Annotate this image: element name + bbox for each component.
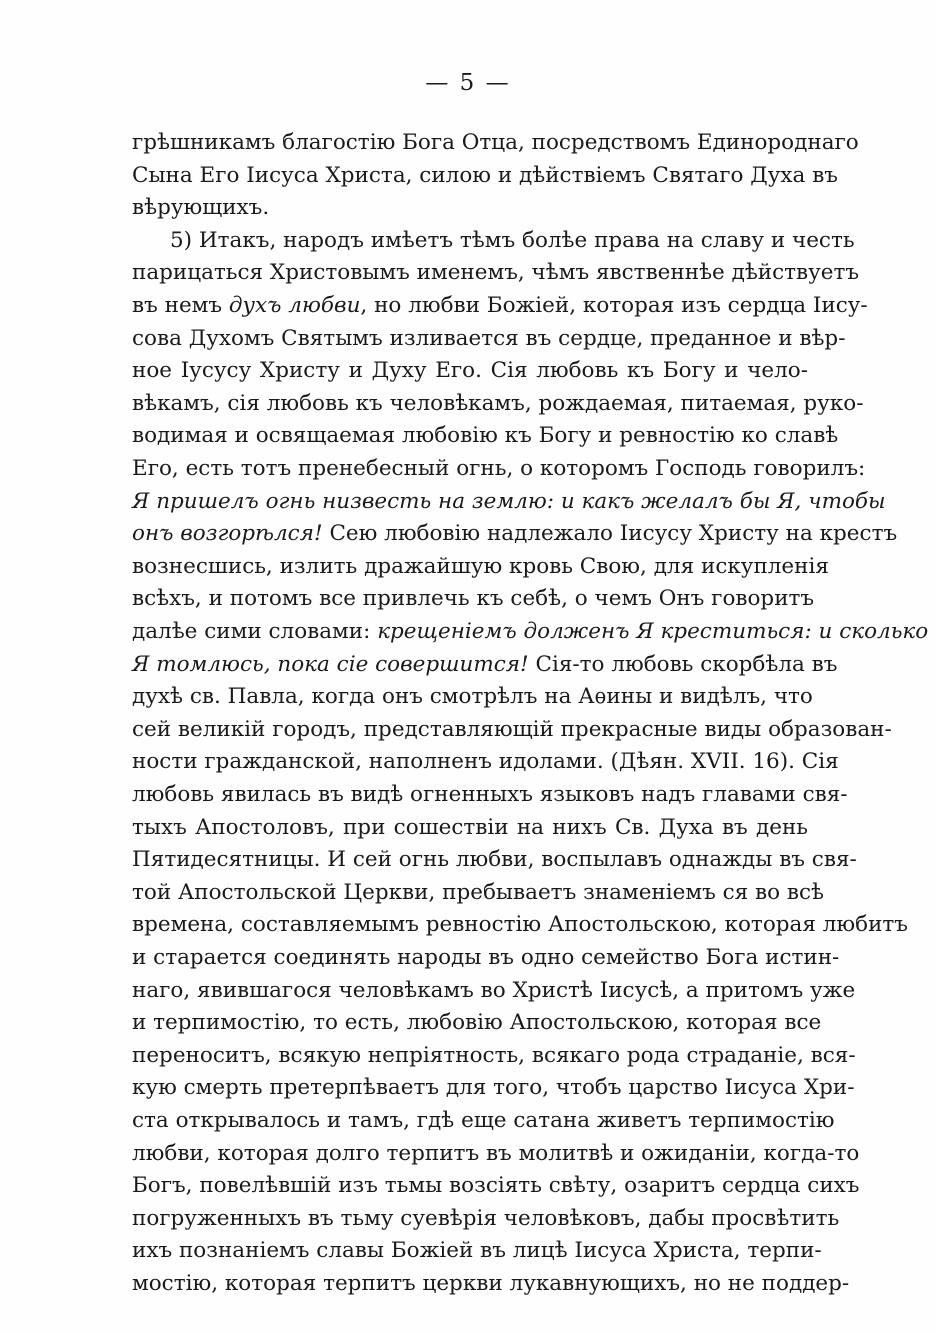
text-line	[132, 975, 856, 1007]
text-line	[132, 551, 829, 583]
text-segment: Сына Его Іисуса Христа, силою и дѣйствіемъ Святаго Духа въ	[132, 162, 838, 188]
text-segment: времена, составляемымъ ревностію Апостольскою, которая любитъ	[132, 912, 908, 938]
text-segment: и старается соединять народы въ одно семейство Бога истин-	[132, 945, 840, 970]
text-segment: вознесшись, излить дражайшую кровь Свою, для искупленія	[132, 553, 829, 579]
text-segment: тыхъ Апостоловъ, при сошествіи на нихъ Св. Духа въ день	[132, 814, 808, 840]
text-segment: любовь явилась въ видѣ огненныхъ языковъ надъ главами свя-	[132, 782, 848, 807]
text-line	[132, 812, 808, 844]
italic-text-segment: крещеніемъ долженъ Я креститься: и сколько	[377, 619, 929, 644]
text-line	[132, 746, 839, 778]
text-segment: духѣ св. Павла, когда онъ смотрѣлъ на Аѳины и видѣлъ, что	[132, 684, 813, 710]
text-line	[132, 877, 825, 909]
text-segment: вѣкамъ, сія любовь къ человѣкамъ, рождаемая, питаемая, руко-	[132, 390, 864, 416]
text-line	[132, 518, 898, 550]
text-line	[132, 1072, 855, 1104]
text-line	[132, 616, 929, 648]
text-segment: Его, есть тотъ пренебесный огнь, о которомъ Господь говорилъ:	[132, 456, 866, 481]
text-segment: Сія-то любовь скорбѣла въ	[528, 651, 838, 677]
text-line	[132, 1007, 822, 1039]
text-line	[132, 942, 840, 974]
italic-text-segment: Я пришелъ огнь низвесть на землю: и какъ желалъ бы Я, чтобы	[132, 488, 886, 514]
text-segment: вѣрующихъ.	[132, 195, 270, 221]
text-segment: ста открывалось и тамъ, гдѣ еще сатана живетъ терпимостію	[132, 1108, 835, 1133]
text-line	[132, 583, 815, 615]
text-line	[132, 453, 866, 485]
text-line	[132, 1040, 856, 1072]
text-line	[132, 160, 838, 192]
italic-text-segment: Я томлюсь, пока сіе совершится!	[132, 651, 529, 677]
text-line	[132, 1203, 840, 1235]
text-segment: и терпимостію, то есть, любовію Апостольскою, которая все	[132, 1010, 822, 1036]
text-segment: любви, которая долго терпитъ въ молитвѣ и ожиданіи, когда-то	[132, 1140, 860, 1166]
text-segment: Пятидесятницы. И сей огнь любви, воспылавъ однажды въ свя-	[132, 847, 857, 873]
text-line	[132, 714, 892, 746]
text-line	[132, 290, 868, 322]
text-segment: грѣшникамъ благостію Бога Отца, посредствомъ Единороднаго	[132, 130, 859, 155]
text-segment: ное Іусусу Христу и Духу Его. Сія любовь къ Богу и чело-	[132, 358, 808, 384]
page-number: — 5 —	[425, 70, 511, 96]
text-line	[132, 257, 860, 289]
text-line	[132, 323, 846, 355]
text-line	[132, 1235, 822, 1267]
text-line	[132, 420, 839, 452]
text-segment: ности гражданской, наполненъ идолами. (Дѣян. XVII. 16). Сія	[132, 749, 839, 775]
text-segment: Сею любовію надлежало Іисусу Христу на крестъ	[322, 521, 898, 547]
text-line	[132, 127, 859, 159]
text-line	[132, 844, 857, 876]
text-segment: мостію, которая терпитъ церкви лукавнующихъ, но не поддер-	[132, 1271, 850, 1296]
text-segment: ихъ познаніемъ славы Божіей въ лицѣ Іисуса Христа, терпи-	[132, 1238, 822, 1264]
text-segment: водимая и освящаемая любовію къ Богу и ревностію ко славѣ	[132, 423, 839, 449]
text-line	[132, 649, 838, 681]
italic-text-segment: духъ любви	[228, 293, 361, 318]
text-line	[132, 192, 808, 224]
text-segment: той Апостольской Церкви, пребываетъ знаменіемъ ся во всѣ	[132, 879, 825, 905]
italic-text-segment: онъ возгорѣлся!	[132, 521, 323, 547]
text-segment: далѣе сими словами:	[132, 619, 378, 644]
text-segment: въ немъ	[132, 293, 229, 318]
text-line	[132, 1170, 860, 1202]
text-segment: сова Духомъ Святымъ изливается въ сердце, преданное и вѣр-	[132, 325, 846, 351]
text-line	[132, 681, 813, 713]
text-segment: сей великій городъ, представляющій прекрасные виды образован-	[132, 716, 892, 742]
text-segment: всѣхъ, и потомъ все привлечь къ себѣ, о чемъ Онъ говоритъ	[132, 586, 815, 612]
text-segment: Богъ, повелѣвшій изъ тьмы возсіять свѣту, озаритъ сердца сихъ	[132, 1173, 860, 1199]
text-line	[132, 1105, 835, 1137]
text-segment: переноситъ, всякую непріятность, всякаго рода страданіе, вся-	[132, 1042, 856, 1068]
text-segment: кую смерть претерпѣваетъ для того, чтобъ царство Іисуса Хри-	[132, 1075, 855, 1101]
text-line	[132, 388, 864, 420]
text-segment: наго, явившагося человѣкамъ во Христѣ Іисусѣ, а притомъ уже	[132, 977, 856, 1003]
text-segment: , но любви Божіей, которая изъ сердца Іису-	[360, 293, 868, 318]
text-segment: парицаться Христовымъ именемъ, чѣмъ явственнѣе дѣйствуетъ	[132, 260, 860, 286]
text-line	[132, 355, 808, 387]
text-segment: погруженныхъ въ тьму суевѣрія человѣковъ, дабы просвѣтить	[132, 1205, 840, 1231]
text-segment: 5) Итакъ, народъ имѣетъ тѣмъ болѣе права на славу и честь	[170, 227, 855, 253]
text-line	[132, 1138, 860, 1170]
text-line	[132, 909, 908, 941]
text-line	[132, 779, 848, 811]
text-line	[132, 486, 886, 518]
text-line	[132, 1268, 850, 1300]
text-line	[170, 225, 855, 257]
